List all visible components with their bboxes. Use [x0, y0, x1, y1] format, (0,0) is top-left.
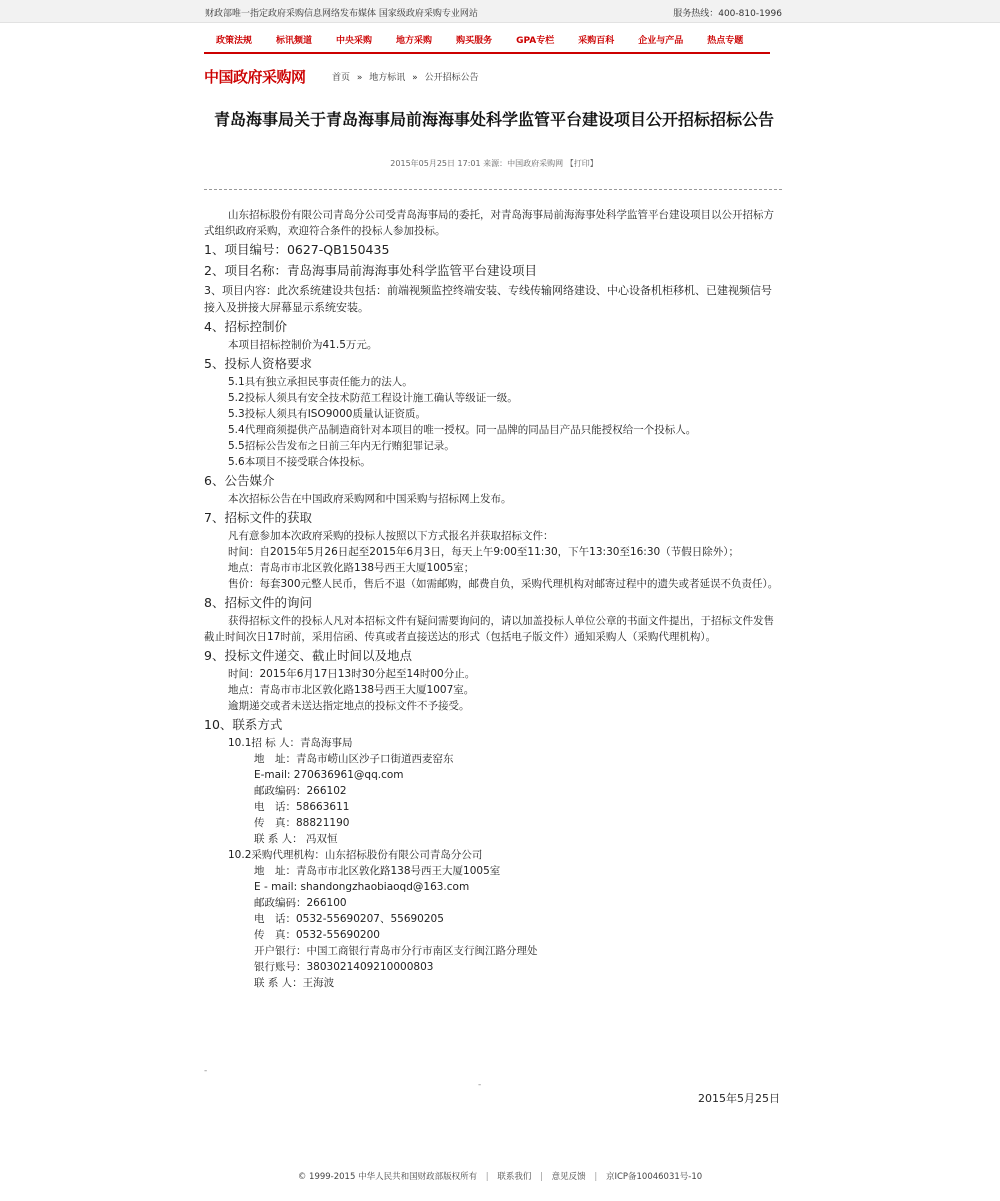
breadcrumb-current[interactable]: 公开招标公告 [424, 73, 479, 83]
contact-line: 邮政编码：266102 [254, 785, 347, 797]
contact-line: 地 址：青岛市市北区敦化路138号西王大厦1005室 [254, 865, 501, 877]
top-bar [0, 0, 1000, 23]
contact-line: 电 话：58663611 [254, 801, 350, 813]
contact-line: E-mail: 270636961@qq.com [254, 769, 404, 781]
list-item: 时间：自2015年5月26日起至2015年6月3日，每天上午9:00至11:30，下午13:30至16:30（节假日除外）； [228, 546, 739, 558]
list-item: 售价：每套300元整人民币，售后不退（如需邮购，邮费自负，采购代理机构对邮寄过程中的遗失或者延误不负责任）。 [228, 578, 779, 590]
feedback-link[interactable]: 意见反馈 [551, 1172, 586, 1182]
breadcrumb-separator: » [412, 73, 418, 83]
list-item: 5.2投标人须具有安全技术防范工程设计施工确认等级证一级。 [228, 392, 518, 404]
dash-mark: - [204, 1066, 208, 1076]
contact-heading: 10.2采购代理机构：山东招标股份有限公司青岛分公司 [228, 849, 483, 861]
service-hotline: 服务热线：400-810-1996 [673, 9, 782, 19]
breadcrumb [332, 70, 483, 83]
section-heading: 9、投标文件递交、截止时间以及地点 [204, 648, 412, 663]
section-heading: 4、招标控制价 [204, 319, 287, 334]
article-meta: 2015年05月25日 17:01 来源：中国政府采购网 【打印】 [390, 159, 598, 168]
footer [0, 1170, 1000, 1182]
breadcrumb-local[interactable]: 地方标讯 [369, 73, 406, 83]
list-item: 凡有意参加本次政府采购的投标人按照以下方式报名并获取招标文件： [228, 530, 554, 542]
list-item: 5.4代理商须提供产品制造商针对本项目的唯一授权。同一品牌的同品目产品只能授权给一个投标人。 [228, 424, 697, 436]
list-item: 5.1具有独立承担民事责任能力的法人。 [228, 376, 413, 388]
contact-line: 地 址：青岛市崂山区沙子口街道西麦窑东 [254, 753, 454, 765]
section-text: 本项目招标控制价为41.5万元。 [228, 339, 378, 351]
section-text: 本次招标公告在中国政府采购网和中国采购与招标网上发布。 [228, 493, 512, 505]
article-body [204, 207, 782, 991]
breadcrumb-separator: » [356, 73, 363, 83]
section-heading: 10、联系方式 [204, 717, 283, 732]
main-nav [204, 30, 770, 54]
nav-item-encyclopedia[interactable]: 采购百科 [578, 36, 615, 46]
footer-separator: | [485, 1172, 489, 1182]
list-item: 时间：2015年6月17日13时30分起至14时00分止。 [228, 668, 476, 680]
contact-us-link[interactable]: 联系我们 [497, 1172, 532, 1182]
list-item: 5.6本项目不接受联合体投标。 [228, 456, 371, 468]
intro-paragraph: 山东招标股份有限公司青岛分公司受青岛海事局的委托，对青岛海事局前海海事处科学监管平台建设项目以公开招标方式组织政府采购，欢迎符合条件的投标人参加投标。 [204, 209, 774, 237]
nav-item-enterprise[interactable]: 企业与产品 [638, 36, 684, 46]
list-item: 5.3投标人须具有ISO9000质量认证资质。 [228, 408, 426, 420]
nav-item-policy[interactable]: 政策法规 [216, 36, 253, 46]
section-project-content: 3、项目内容：此次系统建设共包括：前端视频监控终端安装、专线传输网络建设、中心设备机柜移机、已建视频信号接入及拼接大屏幕显示系统安装。 [204, 284, 772, 314]
top-bar-slogan: 财政部唯一指定政府采购信息网络发布媒体 国家级政府采购专业网站 [205, 9, 478, 19]
contact-heading: 10.1招 标 人：青岛海事局 [228, 737, 353, 749]
page-title: 青岛海事局关于青岛海事局前海海事处科学监管平台建设项目公开招标招标公告 [213, 110, 774, 129]
nav-item-bid-channel[interactable]: 标讯频道 [276, 36, 313, 46]
nav-item-services[interactable]: 购买服务 [456, 36, 493, 46]
contact-line: 联 系 人： 冯双恒 [254, 833, 338, 845]
list-item: 地点：青岛市市北区敦化路138号西王大厦1005室； [228, 562, 475, 574]
section-heading: 6、公告媒介 [204, 473, 275, 488]
publish-date: 2015年5月25日 [698, 1092, 780, 1105]
contact-line: 邮政编码：266100 [254, 897, 347, 909]
icp-license-link[interactable]: 京ICP备10046031号-10 [605, 1172, 703, 1182]
nav-item-central[interactable]: 中央采购 [336, 36, 373, 46]
section-text: 获得招标文件的投标人凡对本招标文件有疑问需要询问的，请以加盖投标人单位公章的书面文件提出，于招标文件发售截止时间次日17时前，采用信函、传真或者直接送达的形式（包括电子版文件）通知采购人（采购代理机构）。 [204, 615, 774, 643]
divider [204, 189, 782, 190]
section-project-name: 2、项目名称：青岛海事局前海海事处科学监管平台建设项目 [204, 263, 537, 278]
list-item: 地点：青岛市市北区敦化路138号西王大厦1007室。 [228, 684, 475, 696]
section-project-number: 1、项目编号：0627-QB150435 [204, 242, 390, 257]
contact-line: 银行账号：3803021409210000803 [254, 961, 434, 973]
list-item: 逾期递交或者未送达指定地点的投标文件不予接受。 [228, 700, 470, 712]
contact-line: 电 话：0532-55690207、55690205 [254, 913, 444, 925]
nav-item-gpa[interactable]: GPA专栏 [516, 36, 555, 46]
footer-separator: | [594, 1172, 598, 1182]
logo-row [204, 66, 784, 86]
list-item: 5.5招标公告发布之日前三年内无行贿犯罪记录。 [228, 440, 455, 452]
contact-line: 联 系 人：王海波 [254, 977, 335, 989]
breadcrumb-home[interactable]: 首页 [332, 73, 351, 83]
site-logo[interactable]: 中国政府采购网 [204, 68, 306, 86]
nav-item-local[interactable]: 地方采购 [396, 36, 433, 46]
contact-line: 开户银行：中国工商银行青岛市分行市南区支行闽江路分理处 [254, 945, 538, 957]
copyright-text: © 1999-2015 中华人民共和国财政部版权所有 [297, 1172, 478, 1182]
contact-line: 传 真：88821190 [254, 817, 350, 829]
nav-item-hot-topics[interactable]: 热点专题 [707, 36, 744, 46]
section-heading: 7、招标文件的获取 [204, 510, 312, 525]
contact-line: 传 真：0532-55690200 [254, 929, 380, 941]
footer-separator: | [540, 1172, 543, 1182]
dash-mark: - [478, 1080, 482, 1090]
contact-line: E - mail: shandongzhaobiaoqd@163.com [254, 881, 470, 893]
section-heading: 5、投标人资格要求 [204, 356, 312, 371]
section-heading: 8、招标文件的询问 [204, 595, 312, 610]
